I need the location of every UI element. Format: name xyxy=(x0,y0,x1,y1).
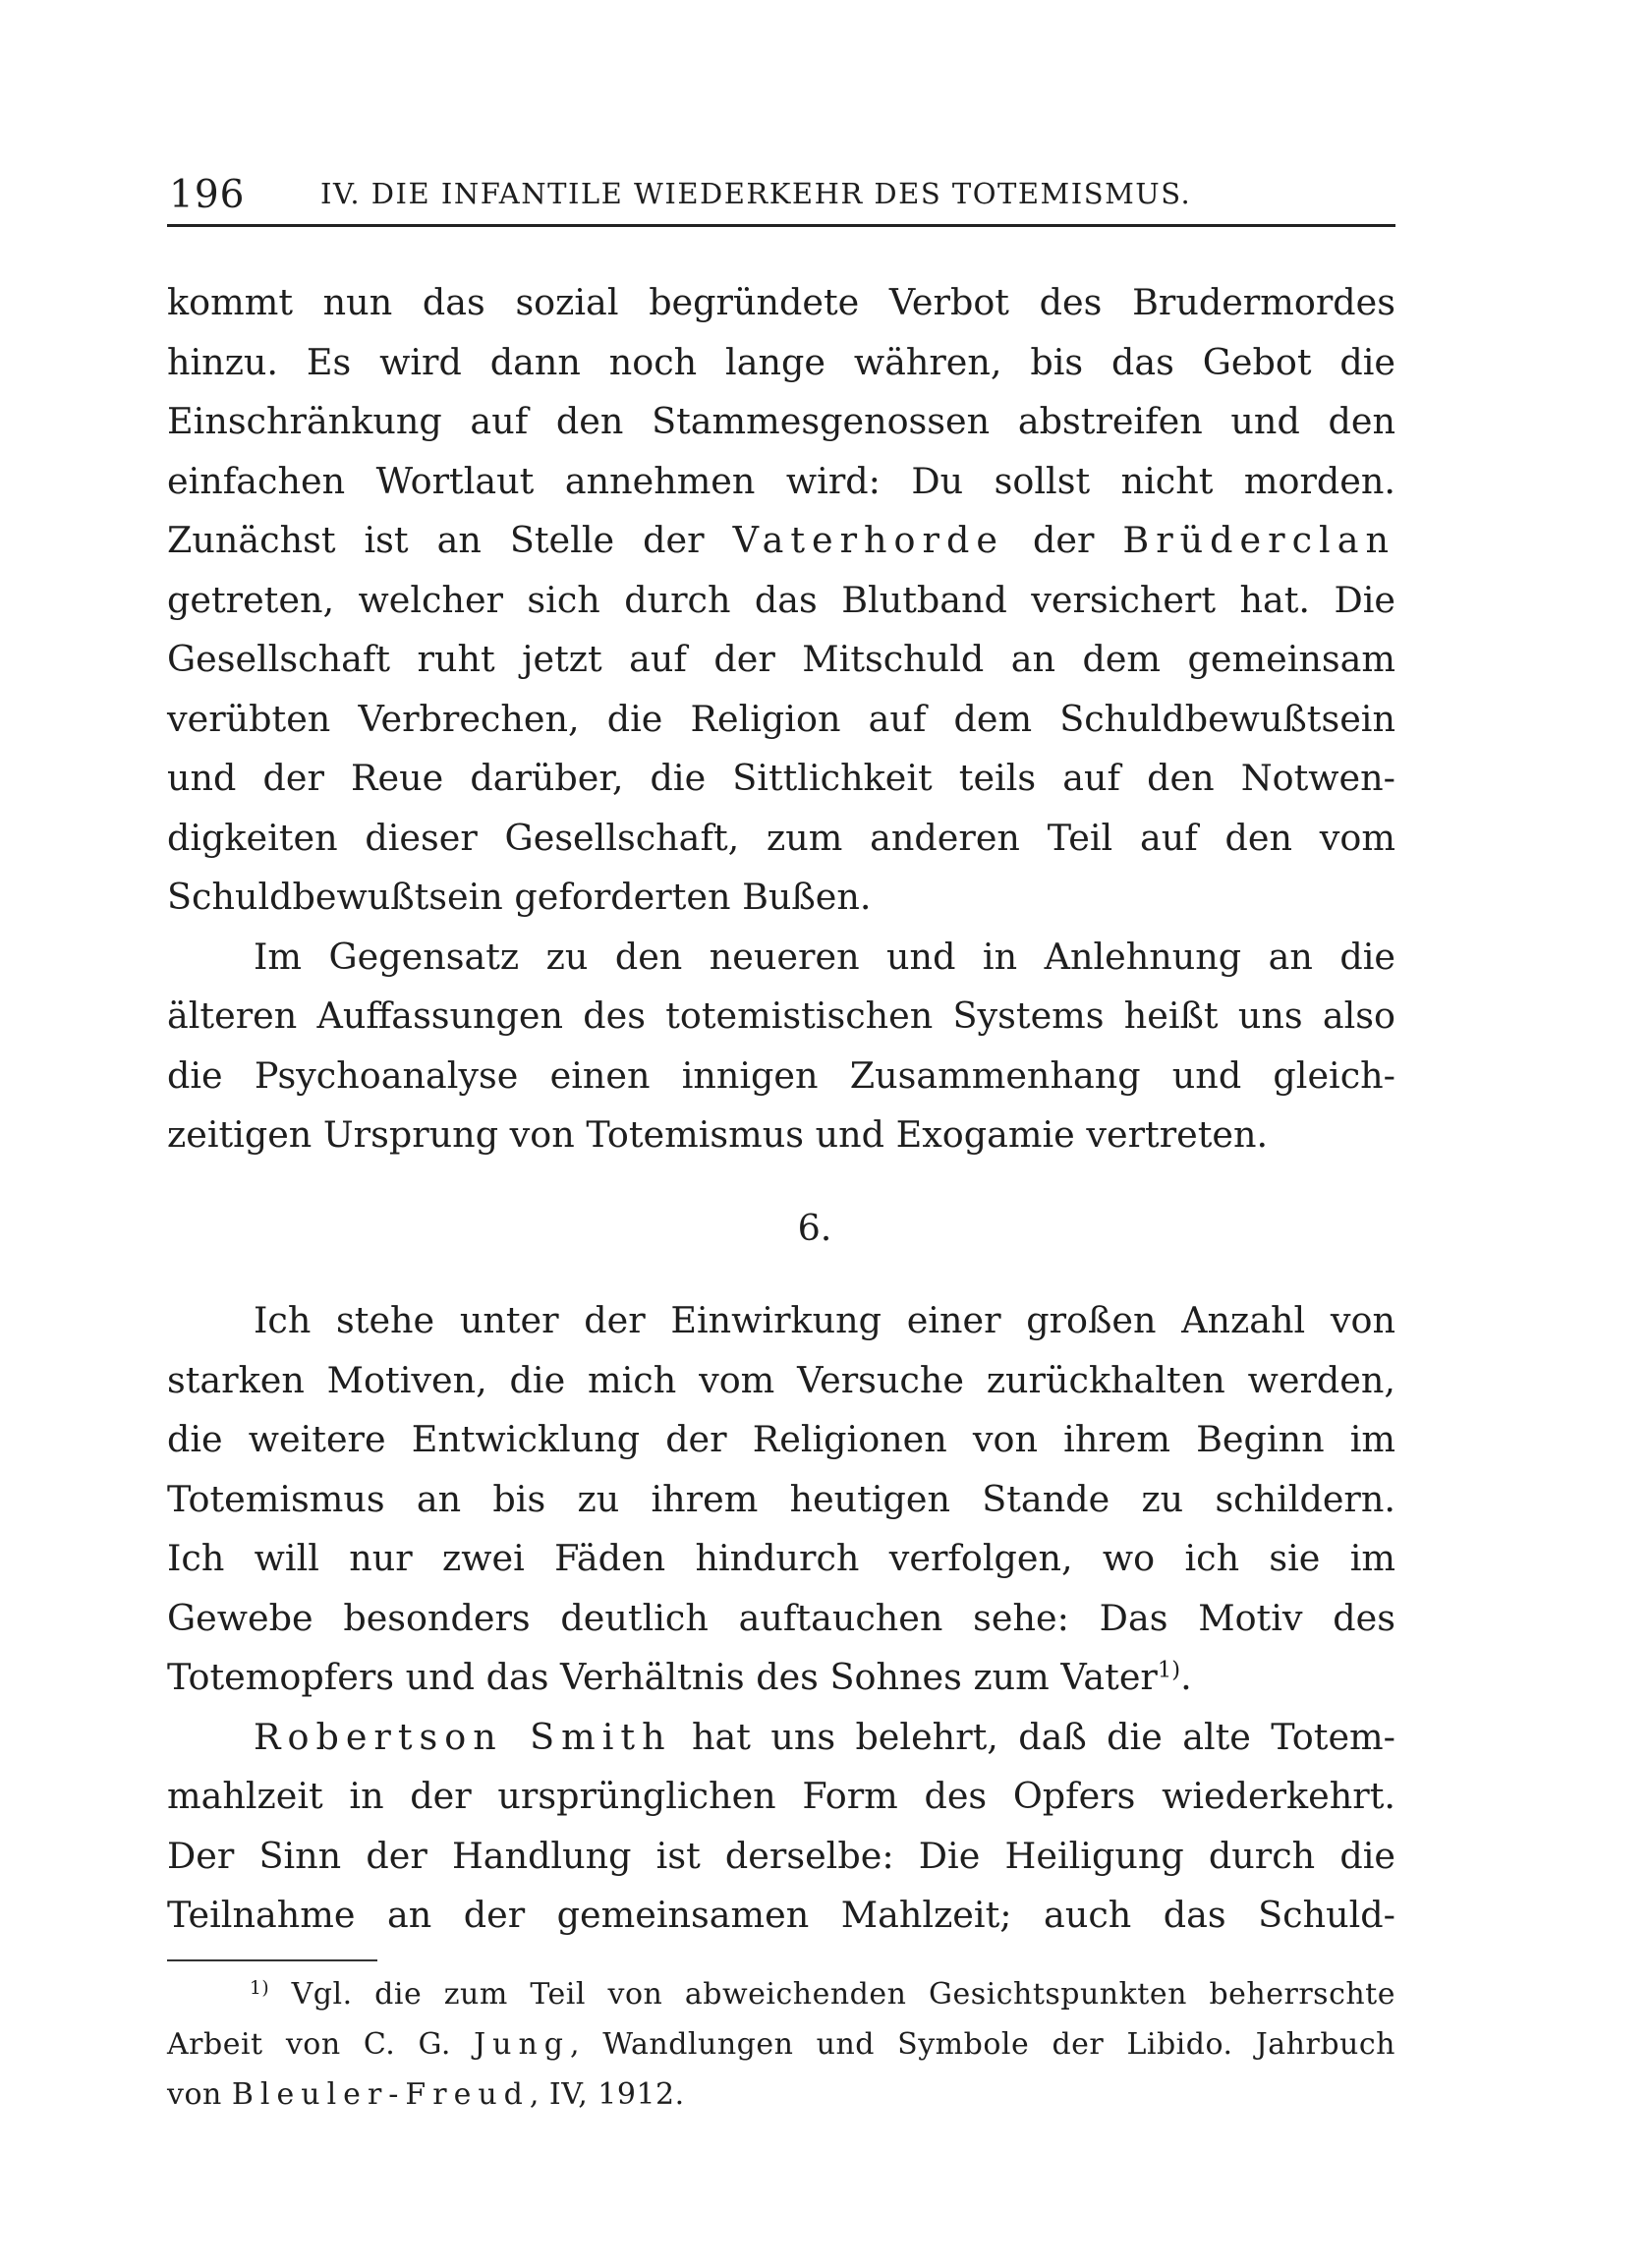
paragraph-3 xyxy=(167,1291,1395,1708)
spaced-term: Vaterhorde xyxy=(732,519,1004,561)
footnote-divider xyxy=(167,1959,377,1961)
footnote-marker: 1) xyxy=(250,1977,270,1999)
text-segment: hat uns belehrt, daß die alte Totem- xyxy=(671,1715,1395,1758)
spaced-term: Jung xyxy=(474,2026,571,2062)
text-line: Gesellschaft ruht jetzt auf der Mitschuld an dem gemeinsam xyxy=(167,638,1395,680)
text-line: und der Reue darüber, die Sittlichkeit teils auf den Notwen- xyxy=(167,757,1395,799)
text-line: kommt nun das sozial begründete Verbot des Brudermordes xyxy=(167,281,1395,323)
text-line: starken Motiven, die mich vom Versuche zurückhalten werden, xyxy=(167,1358,1395,1401)
text-line: zeitigen Ursprung von Totemismus und Exogamie vertreten. xyxy=(167,1113,1269,1156)
body-text xyxy=(167,273,1395,2120)
spaced-term: Brüderclan xyxy=(1122,519,1395,561)
text-segment: , IV, 1912. xyxy=(529,2076,685,2112)
footnotes xyxy=(167,1969,1395,2120)
text-line: digkeiten dieser Gesellschaft, zum anderen Teil auf den vom xyxy=(167,816,1395,859)
paragraph-4 xyxy=(167,1708,1395,1946)
text-line: Gewebe besonders deutlich auftauchen sehe: Das Motiv des xyxy=(167,1596,1395,1639)
text-line xyxy=(167,1648,1395,1708)
text-line: Ich will nur zwei Fäden hindurch verfolgen, wo ich sie im xyxy=(167,1537,1395,1579)
text-line xyxy=(167,511,1395,571)
running-header xyxy=(167,167,1395,227)
running-title: IV. DIE INFANTILE WIEDERKEHR DES TOTEMISMUS. xyxy=(320,177,1192,210)
text-line: mahlzeit in der ursprünglichen Form des Opfers wiederkehrt. xyxy=(167,1775,1395,1817)
spaced-term: Robertson Smith xyxy=(254,1715,672,1758)
footnote-line xyxy=(167,2019,1395,2070)
text-line: Der Sinn der Handlung ist derselbe: Die Heiligung durch die xyxy=(167,1834,1395,1877)
text-line: verübten Verbrechen, die Religion auf dem Schuldbewußtsein xyxy=(167,697,1395,740)
text-line: Im Gegensatz zu den neueren und in Anlehnung an die xyxy=(254,935,1395,978)
page-number: 196 xyxy=(169,173,246,217)
text-segment: . xyxy=(1180,1656,1192,1698)
text-segment: , Wandlungen und Symbole der Libido. Jahrbuch xyxy=(570,2026,1395,2062)
text-line xyxy=(167,1708,1395,1768)
text-segment: Totemopfers und das Verhältnis des Sohnes zum Vater xyxy=(167,1656,1158,1698)
text-line: die Psychoanalyse einen innigen Zusammenhang und gleich- xyxy=(167,1053,1395,1097)
text-line: hinzu. Es wird dann noch lange währen, bis das Gebot die xyxy=(167,340,1395,383)
text-line: Ich stehe unter der Einwirkung einer großen Anzahl von xyxy=(254,1299,1395,1341)
footnote-line xyxy=(167,1969,1395,2019)
text-segment: Zunächst ist an Stelle der xyxy=(167,519,733,561)
text-segment: der xyxy=(1003,519,1123,561)
text-line: getreten, welcher sich durch das Blutband versichert hat. Die xyxy=(167,578,1395,621)
text-line: Teilnahme an der gemeinsamen Mahlzeit; auch das Schuld- xyxy=(167,1894,1395,1936)
text-line: einfachen Wortlaut annehmen wird: Du sollst nicht morden. xyxy=(167,459,1395,502)
text-line: die weitere Entwicklung der Religionen von ihrem Beginn im xyxy=(167,1418,1395,1460)
text-line: Einschränkung auf den Stammesgenossen abstreifen und den xyxy=(167,400,1395,442)
paragraph-2 xyxy=(167,928,1395,1165)
spaced-term: Bleuler-Freud xyxy=(231,2076,530,2112)
paragraph-1 xyxy=(167,273,1395,928)
footnote-reference: 1) xyxy=(1157,1657,1181,1683)
text-segment: Arbeit von C. G. xyxy=(167,2026,475,2062)
text-line: Totemismus an bis zu ihrem heutigen Stande zu schildern. xyxy=(167,1477,1395,1520)
text-line: Schuldbewußtsein geforderten Bußen. xyxy=(167,876,872,918)
section-number: 6. xyxy=(797,1206,832,1249)
text-segment: von xyxy=(167,2076,232,2112)
text-line: älteren Auffassungen des totemistischen Systems heißt uns also xyxy=(167,994,1395,1037)
footnote-line xyxy=(167,2070,1395,2120)
text-segment: Vgl. die zum Teil von abweichenden Gesichtspunkten beherrschte xyxy=(269,1976,1395,2012)
